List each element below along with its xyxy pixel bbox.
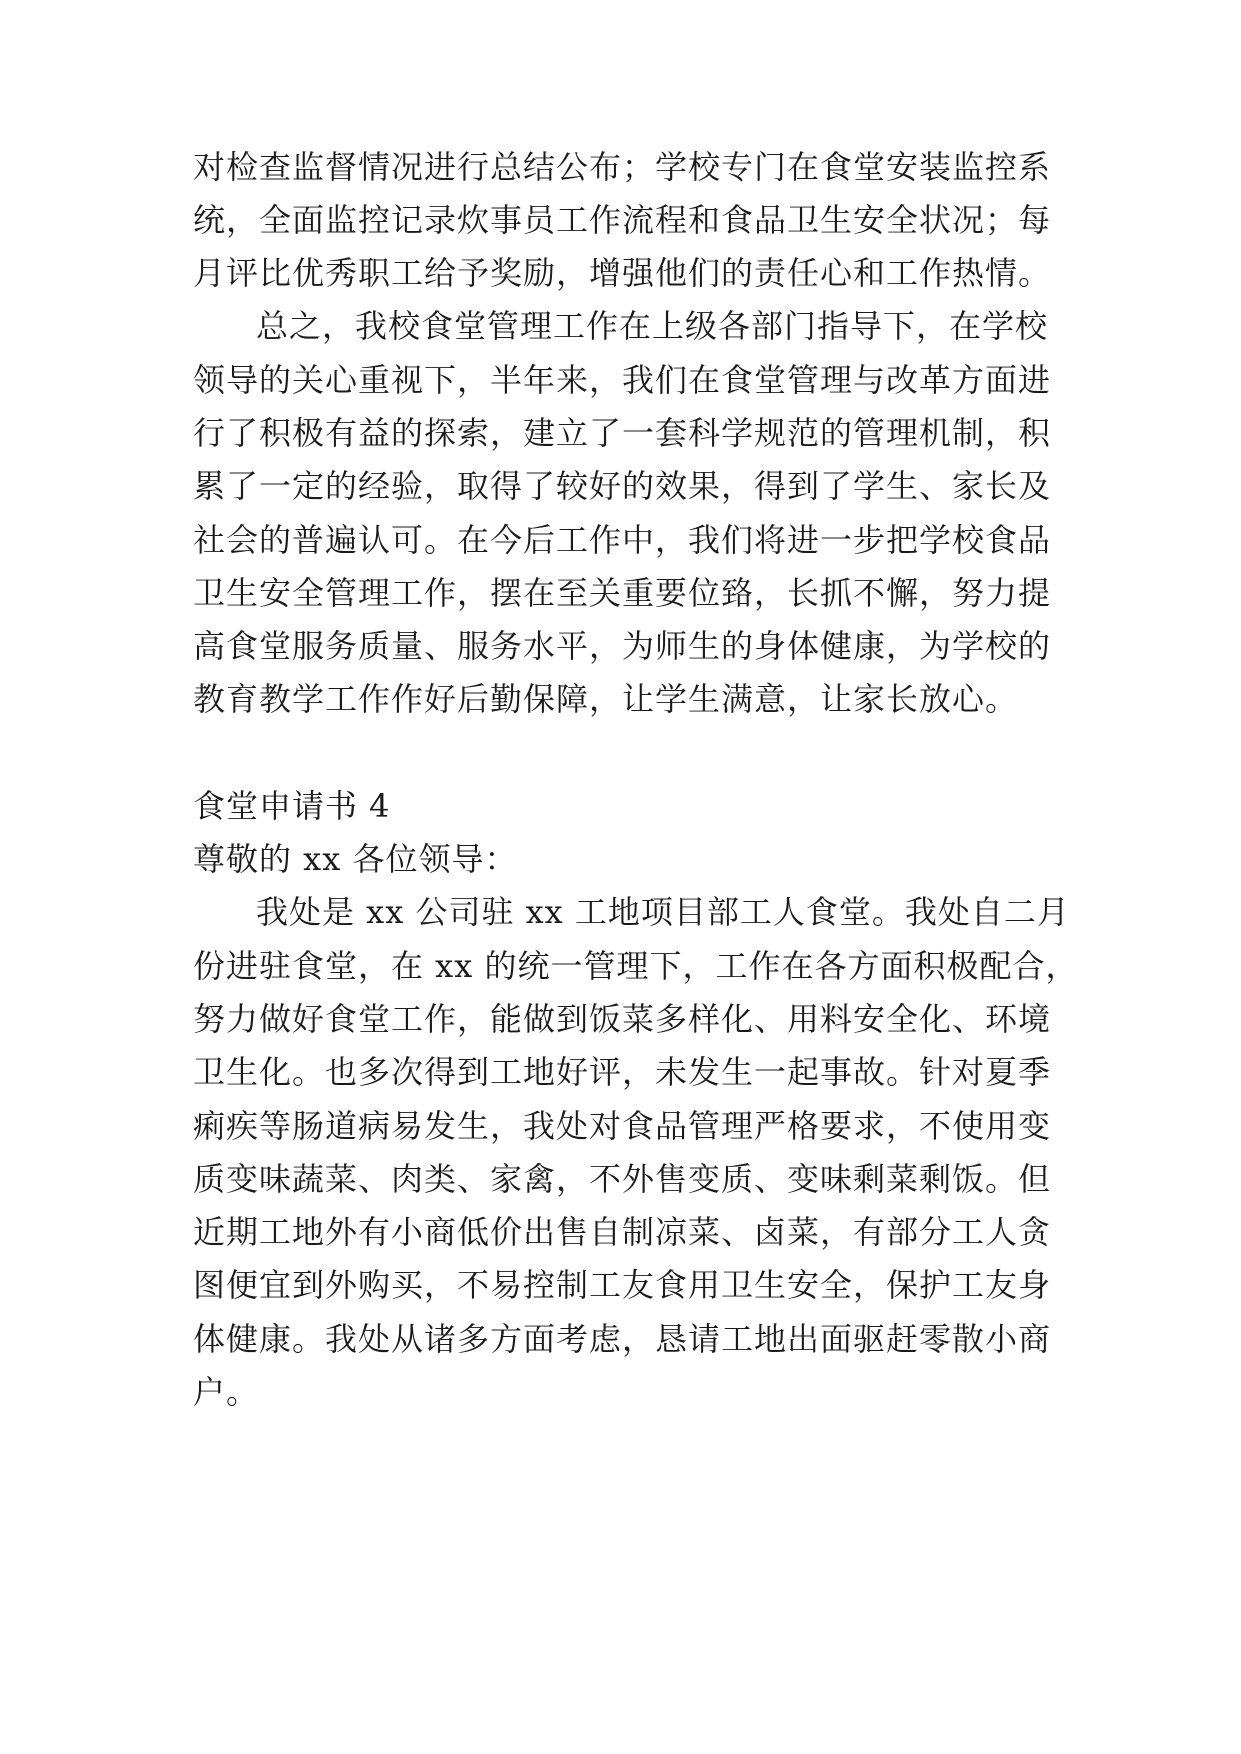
paragraph-line: 痢疾等肠道病易发生，我处对食品管理严格要求，不使用变 xyxy=(193,1107,1052,1145)
paragraph-line: 卫生化。也多次得到工地好评，未发生一起事故。针对夏季 xyxy=(193,1053,1052,1091)
paragraph-line: 高食堂服务质量、服务水平，为师生的身体健康，为学校的 xyxy=(193,627,1052,665)
paragraph-line: 质变味蔬菜、肉类、家禽，不外售变质、变味剩菜剩饭。但 xyxy=(193,1160,1052,1198)
paragraph-line: 社会的普遍认可。在今后工作中，我们将进一步把学校食品 xyxy=(193,521,1052,559)
section-title: 食堂申请书 4 xyxy=(193,787,391,825)
paragraph-line: 份进驻食堂，在 xx 的统一管理下，工作在各方面积极配合， xyxy=(193,947,1079,985)
paragraph-line: 体健康。我处从诸多方面考虑，恳请工地出面驱赶零散小商 xyxy=(193,1320,1052,1358)
paragraph-line: 努力做好食堂工作，能做到饭菜多样化、用料安全化、环境 xyxy=(193,1000,1052,1038)
paragraph-line: 总之，我校食堂管理工作在上级各部门指导下，在学校 xyxy=(256,307,1049,345)
paragraph-line: 统，全面监控记录炊事员工作流程和食品卫生安全状况；每 xyxy=(193,201,1052,239)
paragraph-line: 教育教学工作作好后勤保障，让学生满意，让家长放心。 xyxy=(193,680,1019,718)
paragraph-line: 行了积极有益的探索，建立了一套科学规范的管理机制，积 xyxy=(193,414,1052,452)
paragraph-line: 领导的关心重视下，半年来，我们在食堂管理与改革方面进 xyxy=(193,361,1052,399)
paragraph-line: 近期工地外有小商低价出售自制凉菜、卤菜，有部分工人贪 xyxy=(193,1213,1052,1251)
paragraph-line: 卫生安全管理工作，摆在至关重要位臵，长抓不懈，努力提 xyxy=(193,574,1052,612)
paragraph-line: 图便宜到外购买，不易控制工友食用卫生安全，保护工友身 xyxy=(193,1266,1052,1304)
salutation: 尊敬的 xx 各位领导： xyxy=(193,840,518,878)
paragraph-line: 对检查监督情况进行总结公布；学校专门在食堂安装监控系 xyxy=(193,148,1052,186)
paragraph-line: 月评比优秀职工给予奖励，增强他们的责任心和工作热情。 xyxy=(193,254,1052,292)
paragraph-line: 我处是 xx 公司驻 xx 工地项目部工人食堂。我处自二月 xyxy=(256,893,1070,931)
paragraph-line: 累了一定的经验，取得了较好的效果，得到了学生、家长及 xyxy=(193,467,1052,505)
paragraph-line: 户。 xyxy=(193,1373,260,1411)
